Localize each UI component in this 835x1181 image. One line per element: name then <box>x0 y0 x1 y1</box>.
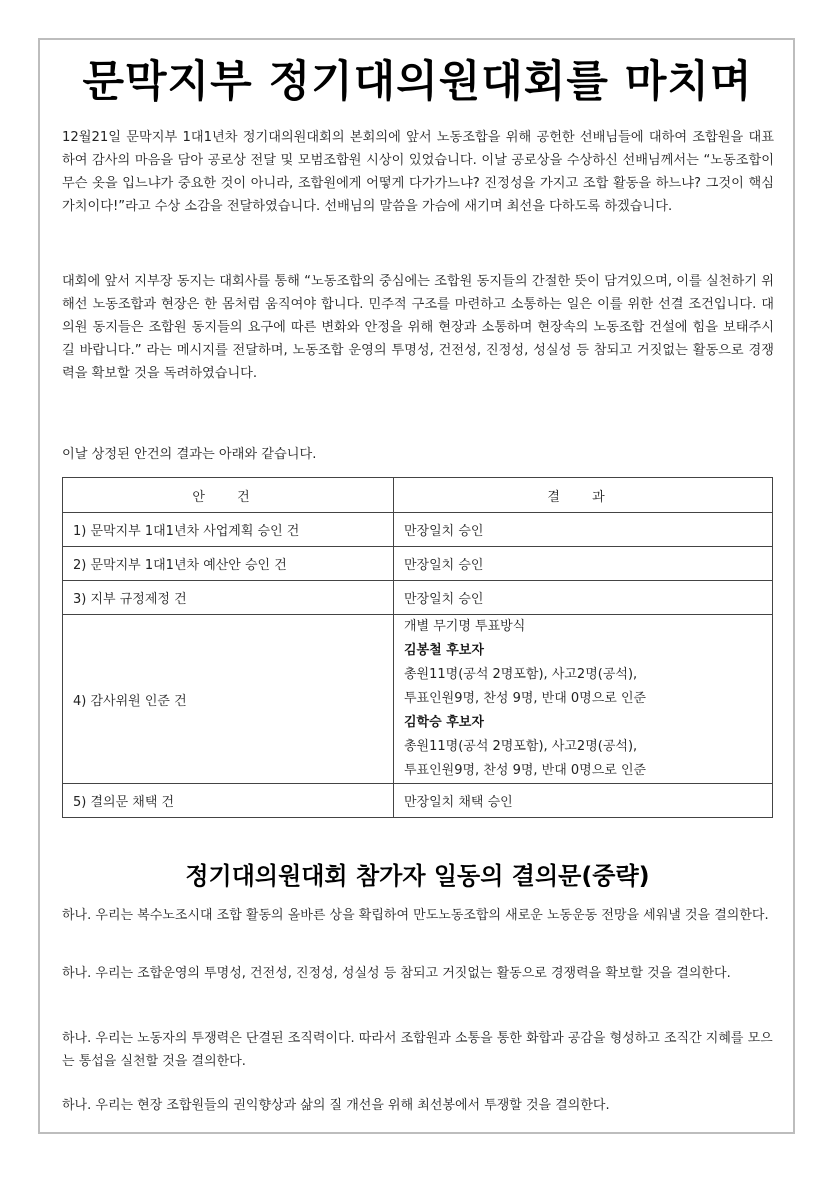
candidate-name: 김봉철 후보자 <box>404 643 484 658</box>
resolution-item: 하나. 우리는 노동자의 투쟁력은 단결된 조직력이다. 따라서 조합원과 소통을 통한 화합과 공감을 형성하고 조직간 지혜를 모으는 통섭을 실천할 것을 결의한다. <box>62 1031 773 1069</box>
resolution-item: 하나. 우리는 조합운영의 투명성, 건전성, 진정성, 성실성 등 참되고 거짓없는 활동으로 경쟁력을 확보할 것을 결의한다. <box>62 966 731 981</box>
result-cell: 만장일치 승인 <box>394 581 773 615</box>
table-row <box>63 784 773 818</box>
table-row <box>63 581 773 615</box>
resolution-item: 하나. 우리는 복수노조시대 조합 활동의 올바른 상을 확립하여 만도노동조합의 새로운 노동운동 전망을 세워낼 것을 결의한다. <box>62 908 769 923</box>
agenda-results-table <box>62 477 773 818</box>
result-cell: 만장일치 승인 <box>394 513 773 547</box>
agenda-cell: 5) 결의문 채택 건 <box>63 784 394 818</box>
paragraph-award: 12월21일 문막지부 1대1년차 정기대의원대회의 본회의에 앞서 노동조합을 위해 공헌한 선배님들에 대하여 조합원을 대표하여 감사의 마음을 담아 공로상 전달 및 모범조합원 시상이 있었습니다. 이날 공로상을 수상하신 선배님께서는 “노동조합이 무슨 옷을 입느냐가 중요한 것이 아니라, 조합원에게 어떻게 다가가느냐? 진정성을 가지고 조합 활동을 하느냐? 그것이 핵심가치이다!”라고 수상 소감을 전달하였습니다. 선배님의 말씀을 가슴에 새기며 최선을 다하도록 하겠습니다. <box>62 130 774 214</box>
result-cell <box>394 615 773 784</box>
header-agenda: 안 건 <box>63 478 394 513</box>
candidate-name: 김학승 후보자 <box>404 715 484 730</box>
table-row <box>63 547 773 581</box>
resolution-item: 하나. 우리는 현장 조합원들의 권익향상과 삶의 질 개선을 위해 최선봉에서 투쟁할 것을 결의한다. <box>62 1098 610 1113</box>
result-line: 총원11명(공석 2명포함), 사고2명(공석), <box>404 667 638 682</box>
result-line: 개별 무기명 투표방식 <box>404 619 526 634</box>
result-line: 투표인원9명, 찬성 9명, 반대 0명으로 인준 <box>404 691 647 706</box>
result-cell: 만장일치 승인 <box>394 547 773 581</box>
agenda-cell: 1) 문막지부 1대1년차 사업계획 승인 건 <box>63 513 394 547</box>
agenda-cell: 4) 감사위원 인준 건 <box>63 615 394 784</box>
result-line: 투표인원9명, 찬성 9명, 반대 0명으로 인준 <box>404 763 647 778</box>
result-cell: 만장일치 채택 승인 <box>394 784 773 818</box>
agenda-cell: 2) 문막지부 1대1년차 예산안 승인 건 <box>63 547 394 581</box>
table-row <box>63 513 773 547</box>
agenda-cell: 3) 지부 규정제정 건 <box>63 581 394 615</box>
table-row <box>63 615 773 784</box>
result-line: 총원11명(공석 2명포함), 사고2명(공석), <box>404 739 638 754</box>
agenda-intro: 이날 상정된 안건의 결과는 아래와 같습니다. <box>62 447 317 462</box>
paragraph-address: 대회에 앞서 지부장 동지는 대회사를 통해 “노동조합의 중심에는 조합원 동지들의 간절한 뜻이 담겨있으며, 이를 실천하기 위해선 노동조합과 현장은 한 몸처럼 움직여야 합니다. 민주적 구조를 마련하고 소통하는 일은 이를 위한 선결 조건입니다. 대의원 동지들은 조합원 동지들의 요구에 따른 변화와 안정을 위해 현장과 소통하며 현장속의 노동조합 건설에 힘을 보태주시길 바랍니다.” 라는 메시지를 전달하며, 노동조합 운영의 투명성, 건전성, 진정성, 성실성 등 참되고 거짓없는 활동으로 경쟁력을 확보할 것을 독려하였습니다. <box>62 274 774 381</box>
page-title: 문막지부 정기대의원대회를 마치며 <box>82 57 753 107</box>
table-header-row <box>63 478 773 513</box>
resolution-title: 정기대의원대회 참가자 일동의 결의문(중략) <box>185 862 650 890</box>
header-result: 결 과 <box>394 478 773 513</box>
